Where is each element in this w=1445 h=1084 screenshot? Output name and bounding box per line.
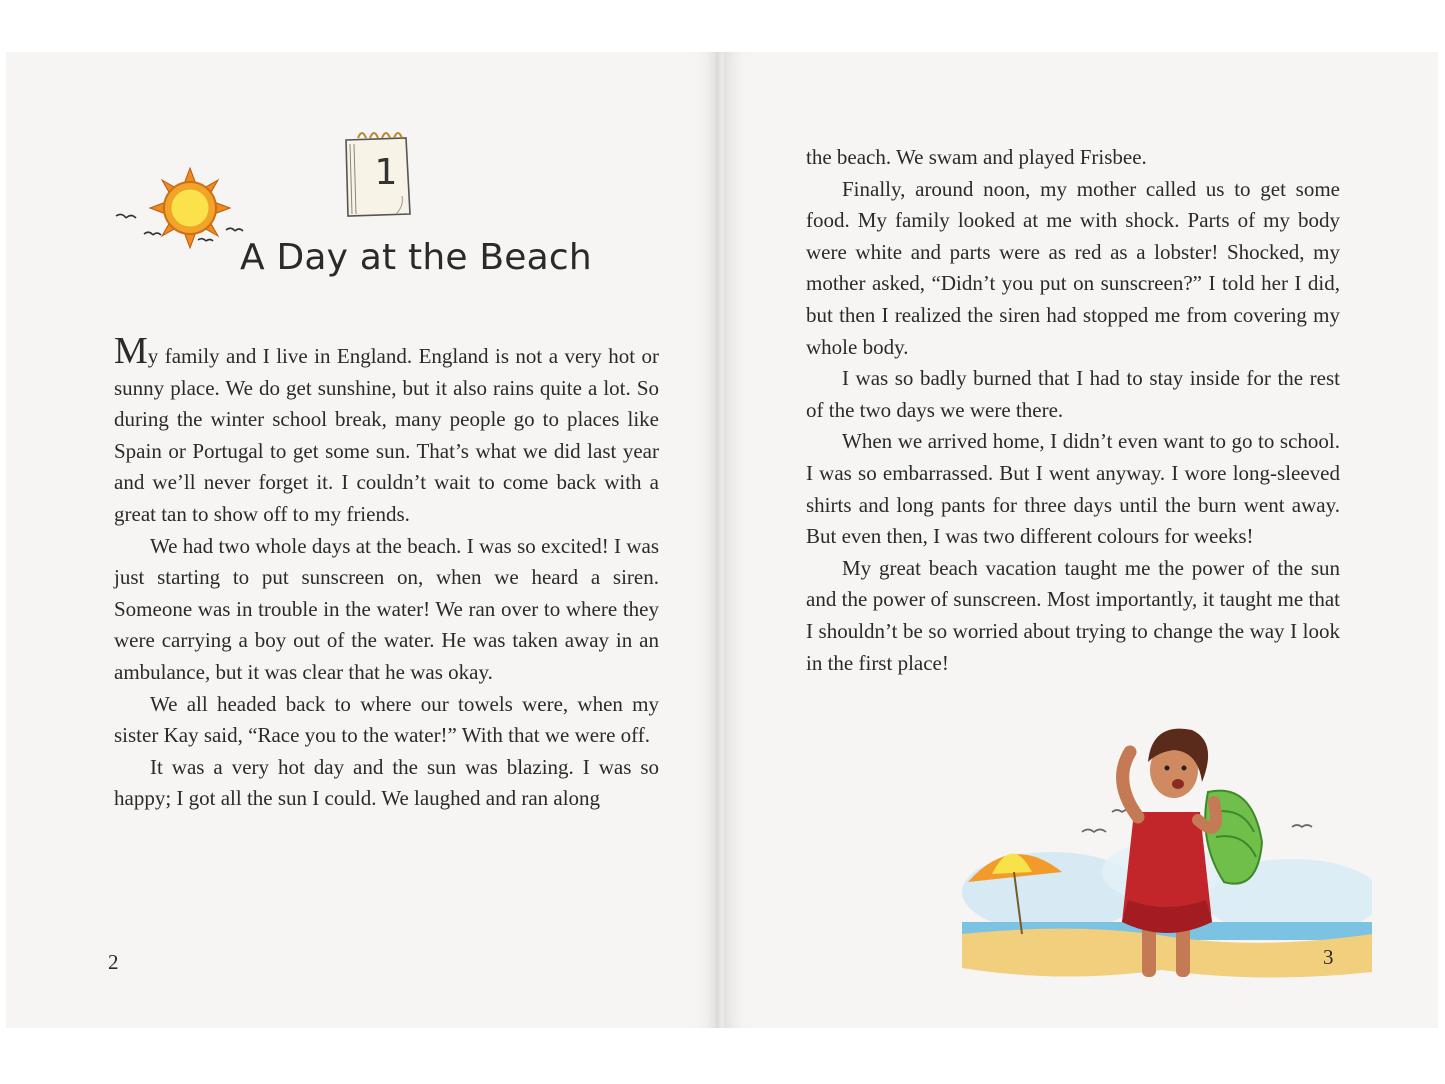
- paragraph: We had two whole days at the beach. I was so excited! I was just starting to put sunscreen on, when we heard a siren. Someone was in trouble in the water! We ran over to where they were carrying a boy out of the water. He was taken away in an ambulance, but it was clear that he was okay.: [114, 533, 659, 684]
- paragraph: When we arrived home, I didn’t even want to go to school. I was so embarrassed. But I went anyway. I wore long-sleeved shirts and long pants for three days until the burn went away. But even then, I was two different colours for weeks!: [806, 429, 1340, 549]
- chapter-title: A Day at the Beach: [240, 237, 592, 278]
- page-number: 3: [1323, 945, 1334, 969]
- sun-icon: [114, 164, 254, 254]
- paragraph: My great beach vacation taught me the power of the sun and the power of sunscreen. Most importantly, it taught me that I shouldn’t be so worried about trying to change the way I look in the first place!: [806, 555, 1340, 675]
- right-page: [726, 52, 1438, 1028]
- paragraph: My family and I live in England. England is not a very hot or sunny place. We do get sunshine, but it also rains quite a lot. So during the winter school break, many people go to places like Spain or Portugal to get some sun. That’s what we did last year and we’ll never forget it. I couldn’t wait to come back with a great tan to show off to my friends.: [114, 330, 659, 526]
- paragraph: It was a very hot day and the sun was blazing. I was so happy; I got all the sun I could. We laughed and ran along: [114, 754, 659, 811]
- calendar-number: 1: [374, 152, 398, 193]
- page-number: 2: [108, 950, 119, 974]
- paragraph: the beach. We swam and played Frisbee.: [806, 145, 1147, 169]
- book-spread: [0, 52, 1445, 1028]
- calendar-icon: [340, 126, 420, 222]
- left-page: [6, 52, 718, 1028]
- right-page-text: [806, 142, 1340, 679]
- left-page-text: [114, 330, 659, 815]
- paragraph: Finally, around noon, my mother called us to get some food. My family looked at me with shock. Parts of my body were white and parts were as red as a lobster! Shocked, my mother asked, “Didn’t you put on sunscreen?” I told her I did, but then I realized the siren had stopped me from covering my whole body.: [806, 176, 1340, 359]
- paragraph: We all headed back to where our towels were, when my sister Kay said, “Race you to the water!” With that we were off.: [114, 691, 659, 748]
- dropcap: M: [114, 330, 148, 372]
- beach-girl-illustration: [962, 722, 1372, 992]
- paragraph: I was so badly burned that I had to stay inside for the rest of the two days we were there.: [806, 366, 1340, 422]
